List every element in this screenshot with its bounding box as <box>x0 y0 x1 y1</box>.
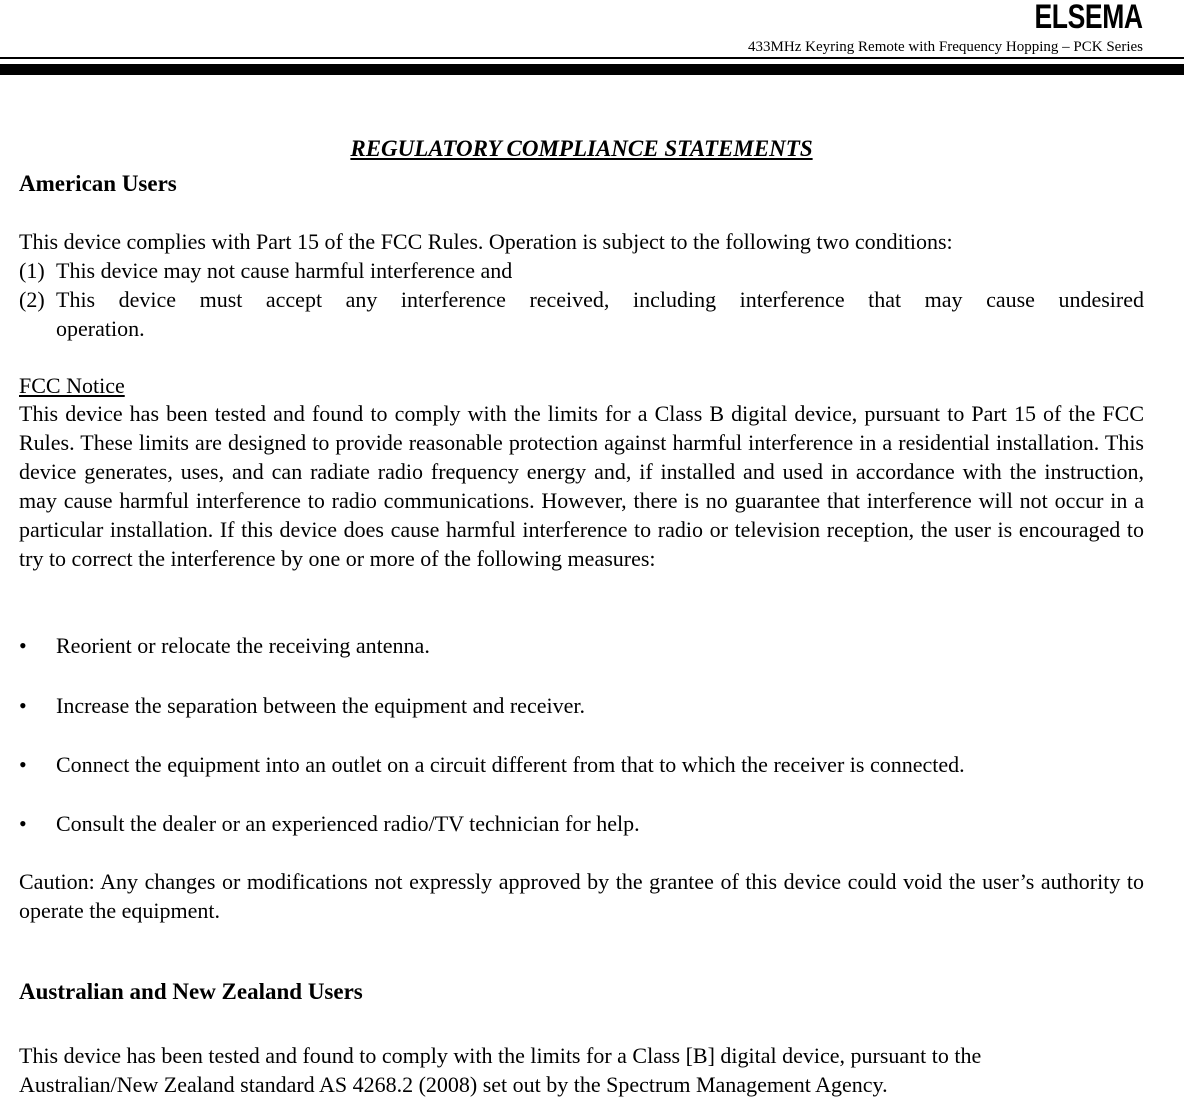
brand-logo-text: ELSEMA <box>1034 0 1143 36</box>
bullet-icon: • <box>19 811 27 836</box>
condition-1 <box>19 256 1144 285</box>
australian-users-heading: Australian and New Zealand Users <box>19 979 363 1004</box>
condition-text: This device may not cause harmful interference and <box>56 258 513 283</box>
condition-number: (1) <box>19 258 45 283</box>
page-title: REGULATORY COMPLIANCE STATEMENTS <box>350 136 813 161</box>
measure-text: Increase the separation between the equipment and receiver. <box>56 693 585 718</box>
document-subtitle: 433MHz Keyring Remote with Frequency Hopping – PCK Series <box>748 39 1143 55</box>
measure-item <box>19 691 585 720</box>
australian-text-line2: Australian/New Zealand standard AS 4268.2 (2008) set out by the Spectrum Management Agency. <box>19 1072 888 1097</box>
australian-text-line1: This device has been tested and found to comply with the limits for a Class [B] digital device, pursuant to the <box>19 1043 982 1068</box>
measure-item <box>19 809 640 838</box>
measure-text: Connect the equipment into an outlet on a circuit different from that to which the receiver is connected. <box>56 752 965 777</box>
fcc-notice-label: FCC Notice <box>19 373 125 398</box>
fcc-intro: This device complies with Part 15 of the FCC Rules. Operation is subject to the following two conditions: <box>19 229 953 254</box>
bullet-icon: • <box>19 633 27 658</box>
measure-text: Reorient or relocate the receiving antenna. <box>56 633 430 658</box>
measure-item <box>19 631 430 660</box>
condition-text-line2: operation. <box>56 316 145 341</box>
bullet-icon: • <box>19 752 27 777</box>
measure-text: Consult the dealer or an experienced radio/TV technician for help. <box>56 811 640 836</box>
condition-text-line1: This device must accept any interference received, including interference that may cause undesired <box>56 287 1144 312</box>
measure-item <box>19 750 965 779</box>
condition-2 <box>19 285 1144 343</box>
caution-text: Caution: Any changes or modifications not expressly approved by the grantee of this device could void the user’s authority to operate the equipment. <box>19 869 1144 923</box>
header-rule-thin <box>0 57 1184 59</box>
bullet-icon: • <box>19 693 27 718</box>
header-rule-thick <box>0 64 1184 75</box>
american-users-heading: American Users <box>19 171 177 196</box>
condition-number: (2) <box>19 287 45 312</box>
fcc-notice-text: This device has been tested and found to comply with the limits for a Class B digital device, pursuant to Part 15 of the FCC Rules. These limits are designed to provide reasonable protection against harmful interference in a residential installation. This device generates, uses, and can radiate radio frequency energy and, if installed and used in accordance with the instruction, may cause harmful interference to radio communications. However, there is no guarantee that interference will not occur in a particular installation. If this device does cause harmful interference to radio or television reception, the user is encouraged to try to correct the interference by one or more of the following measures: <box>19 401 1144 571</box>
